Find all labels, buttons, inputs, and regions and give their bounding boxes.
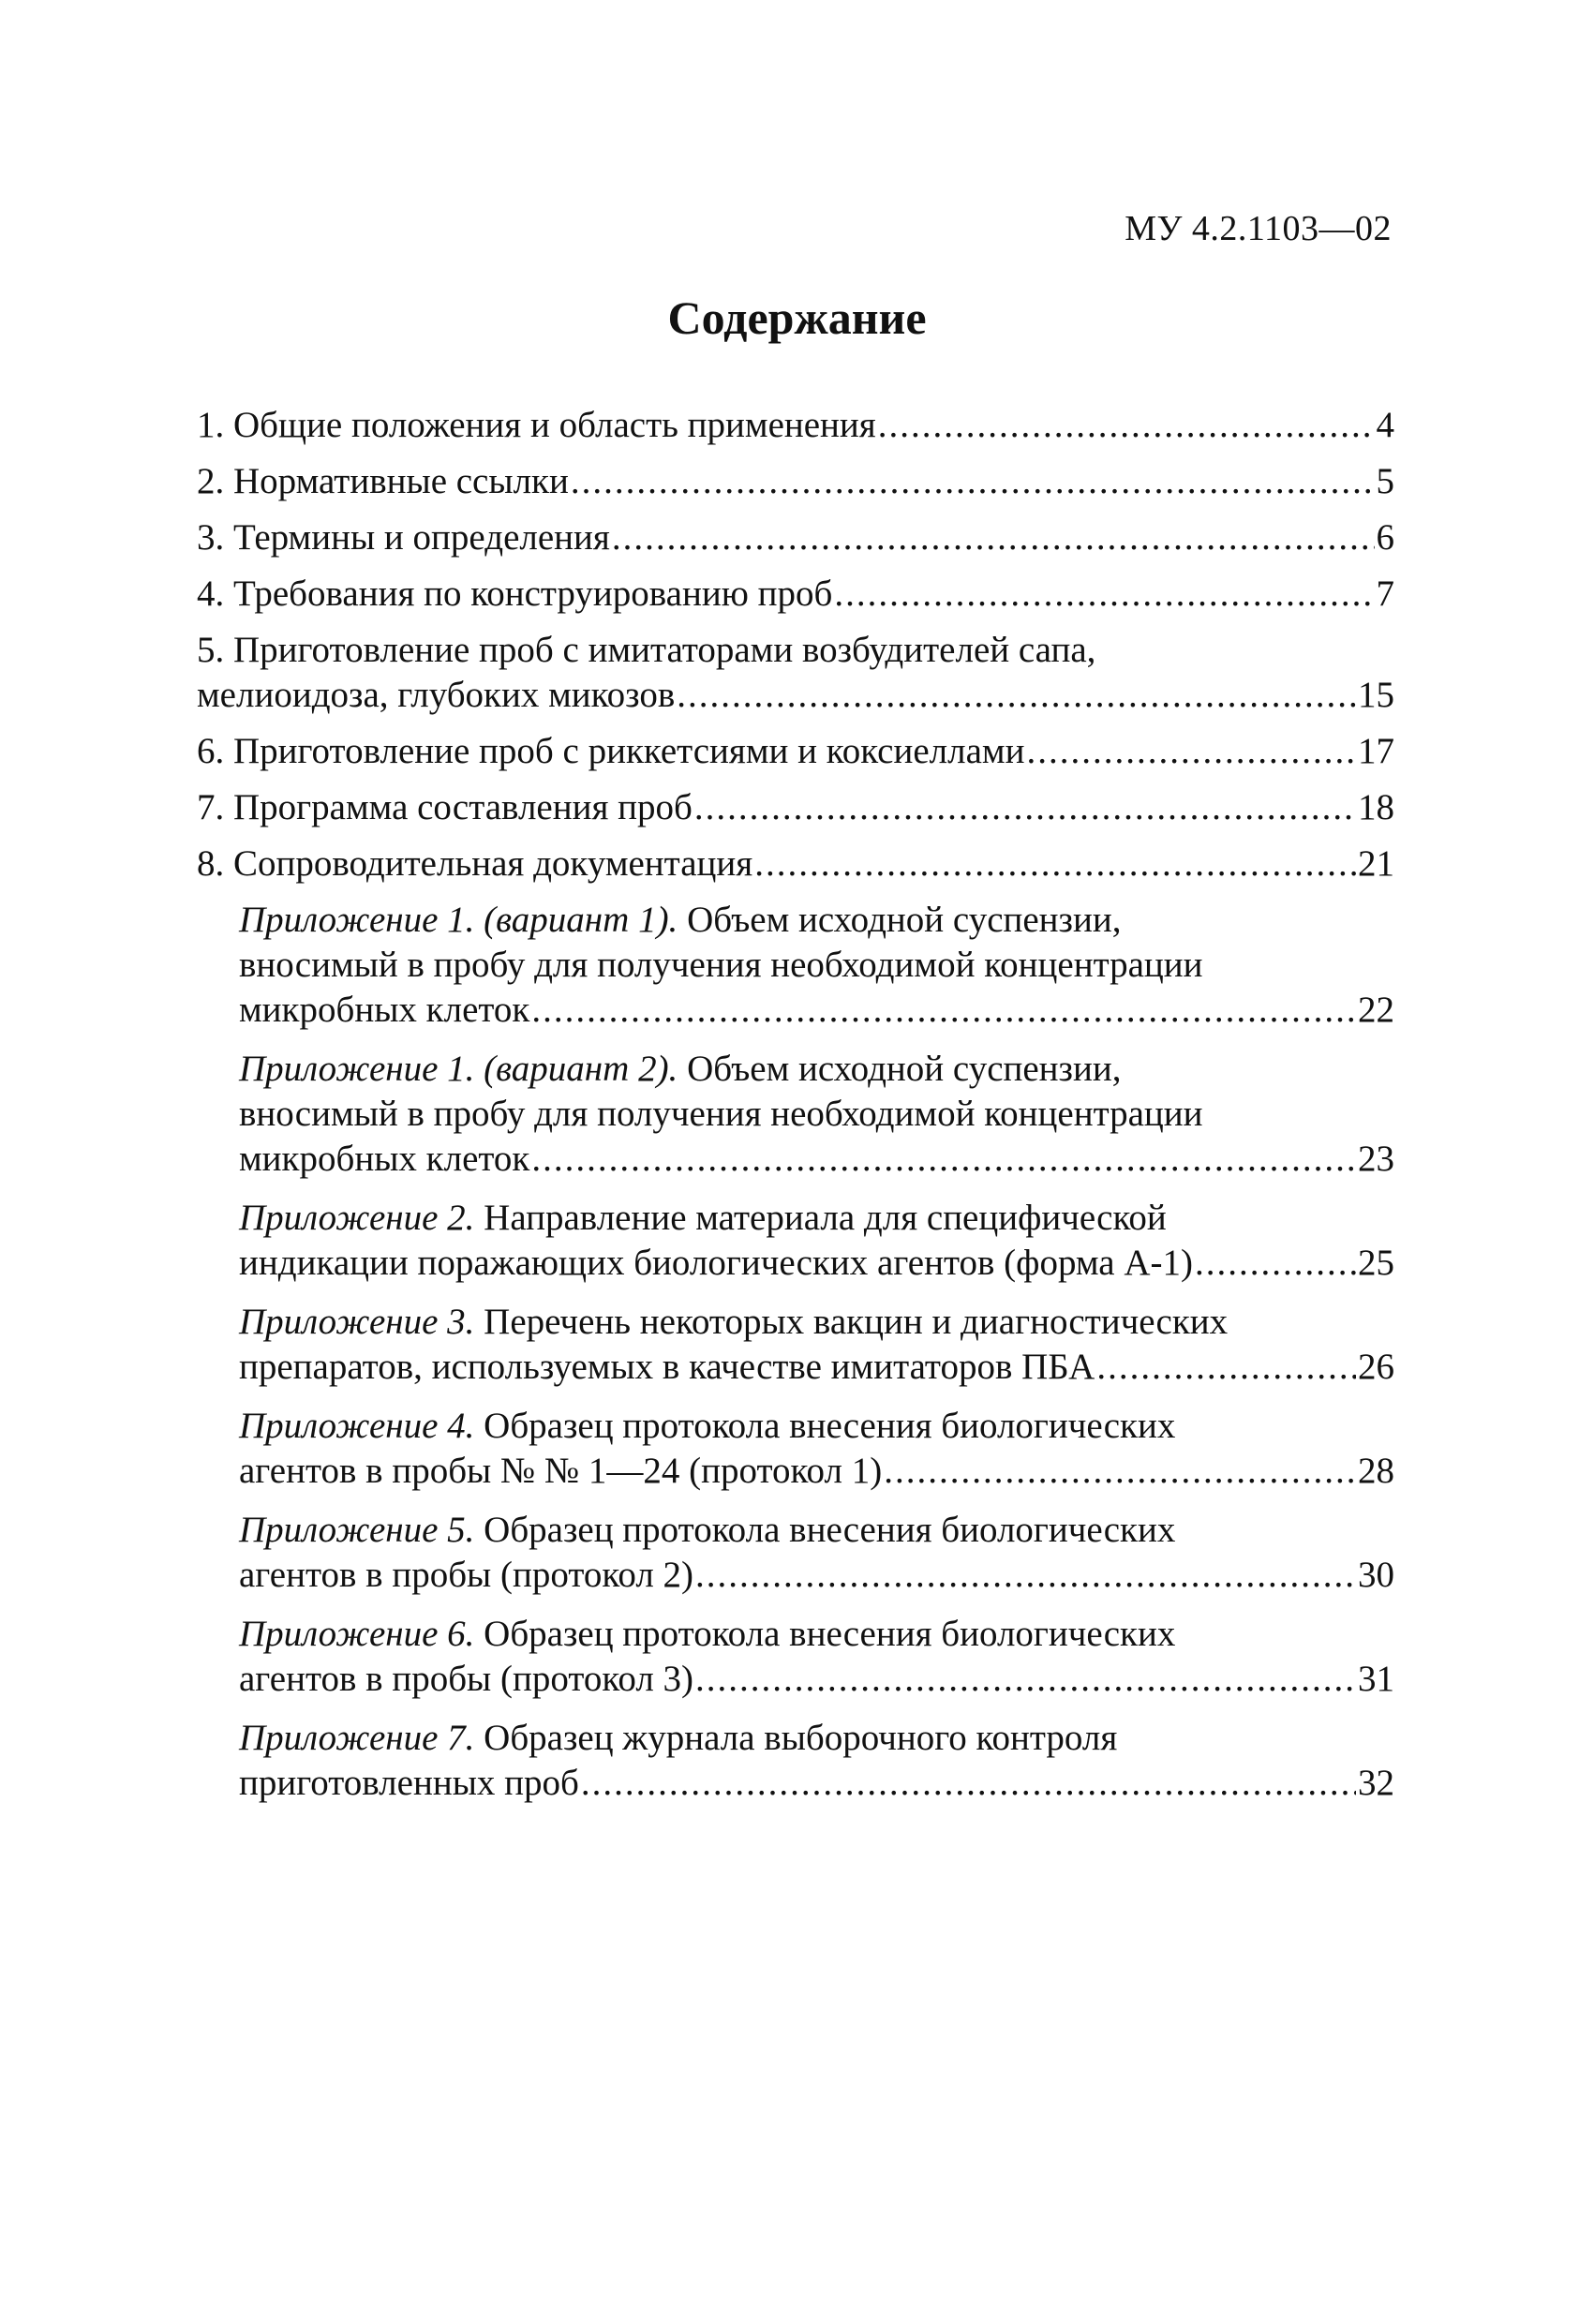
appendix-label: Приложение 6. [239, 1614, 475, 1654]
appendix-title-last-line: агентов в пробы (протокол 3) [239, 1659, 694, 1699]
toc-entry-8[interactable] [197, 842, 1394, 886]
toc-appendix-2[interactable] [239, 1196, 1394, 1286]
toc-page-number: 25 [1358, 1243, 1394, 1283]
toc-appendix-6[interactable] [239, 1612, 1394, 1702]
toc-page-number: 26 [1358, 1347, 1394, 1387]
toc-page-number: 7 [1376, 574, 1394, 614]
appendix-title-middle-line: вносимый в пробу для получения необходимой концентрации [239, 945, 1203, 985]
toc-page-number: 17 [1358, 731, 1394, 771]
toc-entry-2[interactable] [197, 459, 1394, 504]
appendix-title-last-line: микробных клеток [239, 990, 530, 1030]
appendix-label: Приложение 1. (вариант 1). [239, 900, 678, 940]
toc-page-number: 23 [1358, 1139, 1394, 1179]
toc-entry-title: 1. Общие положения и область применения [197, 405, 876, 445]
toc-appendix-3[interactable] [239, 1300, 1394, 1390]
dot-leader [695, 1553, 1356, 1598]
appendix-title-first-line: Образец протокола внесения биологических [474, 1510, 1176, 1550]
appendix-title-first-line: Образец протокола внесения биологических [474, 1614, 1176, 1654]
toc-page-number: 28 [1358, 1451, 1394, 1491]
toc-entry-title: 8. Сопроводительная документация [197, 843, 753, 884]
page-title: Содержание [667, 291, 927, 344]
appendix-title-last-line: препаратов, используемых в качестве имитаторов ПБА [239, 1347, 1095, 1387]
appendix-title-first-line: Перечень некоторых вакцин и диагностических [474, 1302, 1229, 1342]
toc-entry-5[interactable] [197, 628, 1394, 718]
dot-leader [884, 1449, 1356, 1494]
dot-leader [1026, 729, 1356, 774]
dot-leader [754, 842, 1356, 886]
appendix-title-last-line: агентов в пробы № № 1—24 (протокол 1) [239, 1451, 883, 1491]
toc-entry-4[interactable] [197, 572, 1394, 617]
toc-appendix-5[interactable] [239, 1508, 1394, 1598]
appendix-label: Приложение 2. [239, 1198, 475, 1238]
toc-entry-6[interactable] [197, 729, 1394, 774]
toc-entry-title: 6. Приготовление проб с риккетсиями и коксиеллами [197, 731, 1025, 771]
toc-appendix-4[interactable] [239, 1404, 1394, 1494]
toc-page-number: 4 [1376, 405, 1394, 445]
appendix-label: Приложение 1. (вариант 2). [239, 1049, 678, 1089]
appendix-label: Приложение 4. [239, 1406, 475, 1446]
document-code: МУ 4.2.1103—02 [1125, 209, 1392, 248]
toc-entry-1[interactable] [197, 403, 1394, 448]
toc-entry-title: 4. Требования по конструированию проб [197, 574, 833, 614]
table-of-contents [197, 403, 1394, 1820]
dot-leader [581, 1761, 1356, 1806]
dot-leader [677, 673, 1356, 718]
appendix-title-last-line: микробных клеток [239, 1139, 530, 1179]
appendix-label: Приложение 5. [239, 1510, 475, 1550]
toc-page-number: 6 [1376, 517, 1394, 558]
dot-leader [571, 459, 1375, 504]
toc-page-number: 31 [1358, 1659, 1394, 1699]
appendix-label: Приложение 7. [239, 1718, 475, 1758]
dot-leader [531, 988, 1356, 1033]
toc-entry-title: 2. Нормативные ссылки [197, 461, 569, 501]
appendix-title-first-line: Объем исходной суспензии, [678, 900, 1122, 940]
toc-entry-title: 3. Термины и определения [197, 517, 610, 558]
appendix-title-last-line: индикации поражающих биологических агентов (форма А-1) [239, 1243, 1193, 1283]
appendix-title-middle-line: вносимый в пробу для получения необходимой концентрации [239, 1094, 1203, 1134]
toc-appendix-1-variant-2[interactable] [239, 1047, 1394, 1182]
dot-leader [531, 1137, 1356, 1182]
toc-appendix-7[interactable] [239, 1716, 1394, 1806]
toc-appendix-1-variant-1[interactable] [239, 898, 1394, 1033]
dot-leader [834, 572, 1374, 617]
toc-entry-7[interactable] [197, 785, 1394, 830]
dot-leader [1096, 1345, 1356, 1390]
toc-page-number: 22 [1358, 990, 1394, 1030]
dot-leader [878, 403, 1375, 448]
toc-page-number: 15 [1358, 675, 1394, 715]
toc-page-number: 30 [1358, 1555, 1394, 1595]
toc-page-number: 5 [1376, 461, 1394, 501]
appendix-title-first-line: Объем исходной суспензии, [678, 1049, 1122, 1089]
dot-leader [695, 1657, 1356, 1702]
toc-entry-title: 7. Программа составления проб [197, 787, 693, 827]
toc-page-number: 18 [1358, 787, 1394, 827]
toc-entry-title: мелиоидоза, глубоких микозов [197, 675, 676, 715]
dot-leader [694, 785, 1356, 830]
toc-page-number: 32 [1358, 1763, 1394, 1803]
appendix-title-first-line: Образец протокола внесения биологических [474, 1406, 1176, 1446]
dot-leader [1195, 1241, 1356, 1286]
appendix-title-first-line: Образец журнала выборочного контроля [474, 1718, 1118, 1758]
appendix-title-first-line: Направление материала для специфической [474, 1198, 1167, 1238]
toc-entry-3[interactable] [197, 515, 1394, 560]
dot-leader [612, 515, 1375, 560]
appendix-title-last-line: агентов в пробы (протокол 2) [239, 1555, 694, 1595]
toc-page-number: 21 [1358, 843, 1394, 884]
appendix-label: Приложение 3. [239, 1302, 475, 1342]
toc-entry-title-first-line: 5. Приготовление проб с имитаторами возбудителей сапа, [197, 630, 1096, 670]
appendix-title-last-line: приготовленных проб [239, 1763, 579, 1803]
